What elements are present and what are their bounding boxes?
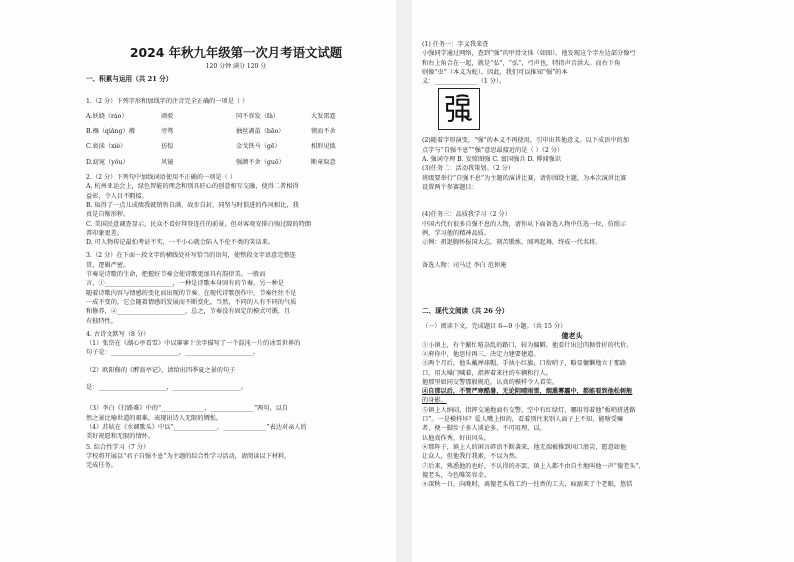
q2-option-c2: 普印象更差。 (86, 229, 124, 237)
q3-passage-6: 有独特性。 (86, 317, 117, 325)
q4-item-2b: 是：______________________，______________________。 (86, 384, 247, 392)
passage-para-4b: 的身影。 (422, 397, 447, 405)
passage-para-1: ①小镇上，有个繁忙喧杂乱的路口，较为偏僻，他看什出过肉据骨折的代价。 (422, 341, 633, 349)
task2-heading: (3)任务二：活动我策划。（2 分） (422, 165, 515, 173)
task2-text: 班级要举行“自强不息”为主题的演讲比赛，请你围绕主题，为本次演讲比赛 (422, 174, 627, 182)
q4-item-4: （4）苏轼在《水调歌头》中以“______________，______________”表达对亲人的 (86, 423, 307, 431)
q2-option-b: B. 取得了一点儿成绩我就销售自满、故步自封，同坚与时俱进的作风相比，我 (86, 201, 299, 209)
task1-text-3: 则像“虫”（本义为蛇）。因此，我们可以推知“强”的本 (422, 68, 568, 76)
task1-text-1: 小强同学通过网络，查到“强”的甲骨文体（如图），他发现这个字左边部分像弓 (422, 50, 636, 58)
q1-option-b: B.襁（qiǎng）褓 旁骛 抽丝剥茧（bāo） 锲而不舍 (86, 128, 336, 136)
q2-option-a: A. 杭州亚运会上，绿色智能的理念和别具匠心的创意相互交融，使得二者相得 (86, 183, 299, 191)
q5-heading: 5. 综合性学习（7 分） (86, 443, 150, 451)
exam-meta: 120 分钟 满分 120 分 (205, 63, 267, 70)
q1-option-a: A.妖娆（ráo） 顽驳 同不容发（fà） 大发雷霆 (86, 112, 336, 120)
passage-para-6: ⑥那阵子，镇上人的闲言碎语不断袭来，他无端被推到风口浪尖，愿意如他 (422, 443, 627, 451)
passage-para-8: ⑧深秋一日，向晚时，离傻老头收工约一炷香的工夫，疯溺来了个老眼，悠恬 (422, 481, 633, 489)
q3-passage-2: 言，①______________________，一种是诗歌本身固有的节奏。另一种是 (86, 280, 284, 288)
right-column (422, 40, 722, 489)
q2-option-c: C. 美国民意调查显示，民众不看好拜登连任的前景，但对客观安排白驹过隙的特朗 (86, 220, 312, 228)
task2-text-2: 设置两个参赛题目： (422, 183, 478, 191)
task4-text-1: 中国古代有很多自强不息的人物，请你从下面备选人物中任选一位，仿照示 (422, 220, 627, 228)
passage-para-3c: 他那里如同交警那般规范，认真的模样令人看笑。 (422, 378, 559, 386)
q1-stem: 1.（2 分）下列字形和加线字的注音完全正确的一项是（ ） (86, 97, 249, 105)
task1-q1-options: A. 强词夺理 B. 发愤图强 C. 富国强兵 D. 博闻强识 (422, 156, 561, 164)
q4-item-1b: 句子是：______________________，______________________。 (86, 349, 260, 357)
task4-heading: (4)任务三：品质我学习（2 分） (422, 211, 511, 219)
q2-option-d: D. 可人物传记最怕考证不实，一不小心就会陷入不伦不类的笑话来。 (86, 239, 275, 247)
q4-item-1: （1）张岱在《湖心亭看雪》中以寥寥十余字描写了一个混沌一片的冰雪世界的 (86, 340, 301, 348)
passage-para-4: ④自那以后，不管严寒酷暑，无论阴晴雨雪，烟熏雾霾中，都能看到他松树般 (422, 388, 633, 396)
passage-para-7b: 傻老头，今色唯笑容幸。 (422, 471, 491, 479)
section-1-heading: 一、积累与运用（共 21 分） (86, 75, 173, 84)
seal-script-character-image (438, 88, 480, 130)
task1-text-4: 义：______________（1 分）。 (422, 78, 506, 86)
q3-stem: 3.（2 分）在下面一段文字的横线处补写恰当的语句，使整段文字语意完整连 (86, 252, 296, 260)
column-gutter (396, 0, 412, 562)
task1-q1: (2)随着字形演变，“强”的本义不再使用，引申出其他意义。以下成语中的加 (422, 137, 629, 145)
task4-candidates: 备选人物：司马迁 李白 范仲淹 (422, 262, 507, 270)
q1-option-c: C.亵渎（xiè） 彷徨 金戈铁马（gē） 相形见拙 (86, 143, 336, 151)
passage-para-3: ③两个月后，他头戴禅球帽，手执小红旗，口衔哨子，略显慵懒地立于那路 (422, 360, 627, 368)
reading-1-heading: （一）阅读下文，完成题目 6—9 小题。（共 15 分） (422, 323, 567, 331)
passage-para-5b: 口”。一是模样坏？爱人嘴上担的，看着别往来别人面子上不知，能啥受嘛 (422, 416, 624, 424)
section-2-heading: 二、现代文阅读（共 26 分） (422, 306, 509, 315)
q5-intro: 学校将开展以“君子自强不息”为主题的综合性学习活动，请阅读以下材料， (86, 452, 291, 460)
task4-text-2: 例，学习他的精神品质。 (422, 229, 491, 237)
task1-text-2: 和右上角合在一起，就是“弘”，“弘”，弓声也，特指声音洪大。而右下角 (422, 59, 621, 67)
task4-example: 示例：祖逖胸怀报国大志，刻苦锻炼，闻鸡起舞，终成一代名将。 (422, 239, 602, 247)
passage-para-7: ⑦后来，熟悉他的也好，不认得的亦罢，镇上人都不由自主地叫他一声“傻老头”， (422, 462, 645, 470)
q4-heading: 4. 古诗文默写（8 分） (86, 330, 150, 338)
q4-item-3b: 然之景比喻世道的艰难，表现出诗人无限的惆怅。 (86, 414, 223, 422)
passage-para-2: ②府你中，他思付再三，决定力建要建道。 (422, 350, 540, 358)
q4-item-3: （3）李白《行路难》中的“______________，______________”两句，以自 (86, 405, 289, 413)
q1-option-d: D.窈窕（yǒu） 风镜 强颜不舍（guō） 断章取意 (86, 158, 336, 166)
passage-para-5d: 认他真作秀，好出风头。 (422, 434, 491, 442)
q3-passage-5: 和修养，②______________________，总之，节奏没有固定的模式可循，且 (86, 308, 291, 316)
task1-q1b: 点字与“自强不息”“强”意思最接近的是（ ）（2 分） (422, 146, 564, 154)
q3-passage-1: 节奏是诗歌的生命，把握好节奏会使诗歌更加具有韵律美。一般而 (86, 271, 266, 279)
q4-item-4b: 美好祝愿和无限的情怀。 (86, 433, 155, 441)
q2-option-a2: 益彰，令人目不暇接。 (86, 192, 148, 200)
q4-item-2: （2）欧阳修的《醉翁亭记》，请给出四季夏之景的句子 (86, 366, 236, 374)
seal-script-glyph-icon (442, 92, 476, 126)
q3-passage-4: 一成不变的，它会随着情感的发展而不断变化。当然，不同的人有不同的气质 (86, 298, 297, 306)
task1-heading: (1) 任务一：字义我来查 (422, 41, 489, 48)
q2-option-b2: 真是自惭形秽。 (86, 211, 130, 219)
q3-stem-2: 贯，逻辑严密。 (86, 261, 130, 269)
q5-intro-2: 完成任务。 (86, 462, 117, 470)
exam-title: 2024 年秋九年级第一次月考语文试题 (129, 45, 343, 60)
passage-para-5: ⑤镇上人纳闷，指挥交通地面有交警，空中有红绿灯，哪用得着他“板哨挤进路 (422, 406, 636, 414)
passage-title: 傻老头 (561, 331, 583, 341)
passage-para-3b: 口，用大嗓门喊着，指挥着来往的车辆和行人。 (422, 369, 552, 377)
q2-stem: 2.（2 分）下列句中加线词语使用不正确的一项是（ ） (86, 174, 236, 182)
passage-para-5c: 者，便一脚步子多人谈论多，不可用理，以。 (422, 425, 546, 433)
passage-para-6b: 让众人，但他我行我素，不以为然。 (422, 453, 521, 461)
left-column (86, 0, 386, 470)
q3-passage-3: 随着诗歌内容与情感的变化而出现的节奏。在现代诗歌创作中，节奏往往不是 (86, 289, 297, 297)
